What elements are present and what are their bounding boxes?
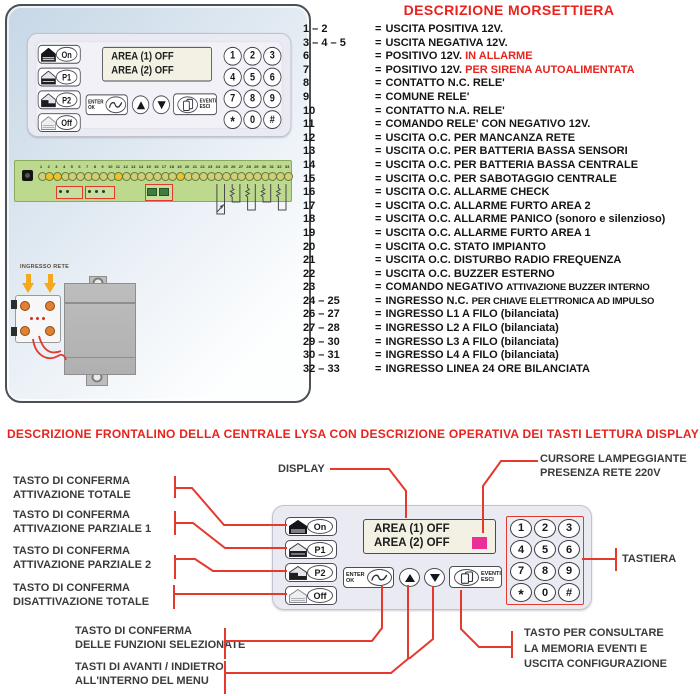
terminal-number: 14: [138, 164, 144, 169]
transformer: [64, 283, 136, 375]
key-6[interactable]: 6: [263, 68, 281, 87]
terminal-row: 6 = POSITIVO 12V. IN ALLARME: [303, 50, 533, 63]
enter-ok-button[interactable]: [86, 94, 128, 115]
eventi-label: EVENTI: [481, 571, 501, 577]
p1-button-label: P1: [56, 70, 77, 85]
terminal-row: 9 = COMUNE RELE': [303, 90, 470, 103]
p2-button-label: P2: [307, 565, 333, 580]
terminal-row: 24 – 25 = INGRESSO N.C. PER CHIAVE ELETTRONICA AD IMPULSO: [303, 294, 655, 307]
key-5[interactable]: 5: [243, 68, 261, 87]
numeric-keypad: [220, 44, 284, 132]
up-arrow-icon: [405, 574, 415, 582]
key-0[interactable]: 0: [534, 583, 556, 602]
terminal-number: 8: [93, 164, 96, 169]
terminal-number: 12: [123, 164, 128, 169]
terminal-row: 8 = CONTATTO N.C. RELE': [303, 77, 505, 90]
terminal-number: 29: [254, 164, 259, 169]
blinking-cursor: [472, 537, 487, 549]
pages-icon: [177, 96, 198, 113]
tamper-switch[interactable]: [22, 170, 33, 181]
page-title: DESCRIZIONE MORSETTIERA: [403, 2, 615, 18]
terminal-row: 22 = USCITA O.C. BUZZER ESTERNO: [303, 267, 555, 280]
terminal-number: 21: [192, 164, 198, 169]
callout-display: DISPLAY: [278, 463, 325, 475]
key-1[interactable]: 1: [224, 47, 242, 66]
callout-tastiera: TASTIERA: [622, 553, 677, 565]
control-unit-cabinet: [5, 4, 311, 403]
terminal-row: 27 – 28 = INGRESSO L2 A FILO (bilanciata): [303, 322, 559, 335]
lcd-display: [102, 47, 212, 82]
key-star[interactable]: *: [224, 110, 242, 129]
terminal-row: 17 = USCITA O.C. ALLARME FURTO AREA 2: [303, 199, 591, 212]
terminal-number: 13: [131, 164, 136, 169]
lcd-display: [363, 519, 496, 554]
terminal-row: 20 = USCITA O.C. STATO IMPIANTO: [303, 240, 546, 253]
jumper-block-3: [145, 184, 173, 201]
key-6[interactable]: 6: [558, 540, 580, 559]
terminal-number: 25: [223, 164, 228, 169]
key-hash[interactable]: #: [263, 110, 281, 129]
key-star[interactable]: *: [510, 583, 532, 602]
terminal-number: 15: [146, 164, 151, 169]
terminal-row: 30 – 31 = INGRESSO L4 A FILO (bilanciata): [303, 349, 559, 362]
off-button-label: Off: [56, 115, 77, 130]
terminal-number: 5: [70, 164, 73, 169]
down-arrow-icon: [430, 574, 440, 582]
callout-memoria-eventi: TASTO PER CONSULTARE LA MEMORIA EVENTI E USCITA CONFIGURAZIONE: [524, 627, 667, 670]
up-arrow-button[interactable]: [132, 95, 149, 114]
p2-button[interactable]: [285, 563, 337, 582]
terminal-number: 3: [55, 164, 58, 169]
terminal-row: 23 = COMANDO NEGATIVO ATTIVAZIONE BUZZER INTERNO: [303, 281, 650, 294]
terminal-row: 19 = USCITA O.C. ALLARME FURTO AREA 1: [303, 226, 591, 239]
terminal-row: 29 – 30 = INGRESSO L3 A FILO (bilanciata): [303, 335, 559, 348]
house-full-icon: [41, 47, 56, 61]
up-arrow-button[interactable]: [399, 568, 420, 587]
terminal-row: 21 = USCITA O.C. DISTURBO RADIO FREQUENZA: [303, 254, 622, 267]
eventi-esci-button[interactable]: [173, 93, 217, 115]
lcd-line1: AREA (1) OFF: [374, 523, 450, 535]
terminal-number: 9: [101, 164, 104, 169]
lcd-line2: AREA (2) OFF: [374, 537, 450, 549]
on-button[interactable]: [38, 45, 81, 64]
callout-attivazione-parziale-2: TASTO DI CONFERMA ATTIVAZIONE PARZIALE 2: [13, 545, 152, 571]
pages-icon: [454, 569, 479, 586]
eventi-esci-button[interactable]: [449, 566, 502, 588]
terminal-row: 1 – 2 = USCITA POSITIVA 12V.: [303, 23, 504, 35]
enter-ok-button[interactable]: [343, 567, 394, 588]
p1-button-label: P1: [307, 542, 333, 557]
enter-label: ENTER: [346, 571, 365, 578]
callout-disattivazione-totale: TASTO DI CONFERMA DISATTIVAZIONE TOTALE: [13, 582, 150, 608]
callout-attivazione-totale: TASTO DI CONFERMA ATTIVAZIONE TOTALE: [13, 475, 131, 501]
front-panel-console: [272, 505, 592, 610]
down-arrow-button[interactable]: [153, 95, 170, 114]
terminal-row: 16 = USCITA O.C. ALLARME CHECK: [303, 186, 550, 199]
key-icon: [367, 569, 392, 586]
terminal-screw: [284, 172, 293, 181]
terminal-row: 11 = COMANDO RELE' CON NEGATIVO 12V.: [303, 118, 591, 131]
off-button[interactable]: [285, 586, 337, 605]
terminal-row: 15 = USCITA O.C. PER SABOTAGGIO CENTRALE: [303, 172, 617, 185]
eventi-label: EVENTI: [199, 98, 217, 105]
down-arrow-icon: [157, 101, 165, 109]
house-partial2-icon: [41, 93, 56, 107]
terminal-row: 13 = USCITA O.C. PER BATTERIA BASSA SENSORI: [303, 145, 628, 158]
callout-cursore: CURSORE LAMPEGGIANTE PRESENZA RETE 220V: [540, 453, 687, 479]
mains-arrow-icon: [44, 283, 56, 293]
key-8[interactable]: 8: [534, 562, 556, 581]
lcd-line1: AREA (1) OFF: [111, 50, 174, 63]
key-hash[interactable]: #: [558, 583, 580, 602]
callout-funzioni-selezionate: TASTO DI CONFERMA DELLE FUNZIONI SELEZIONATE: [75, 625, 246, 651]
key-0[interactable]: 0: [243, 110, 261, 129]
house-partial1-icon: [289, 543, 307, 557]
front-panel-console: [27, 33, 291, 137]
jumper-block-1: [56, 186, 83, 199]
key-2[interactable]: 2: [534, 519, 556, 538]
terminal-row: 12 = USCITA O.C. PER MANCANZA RETE: [303, 131, 576, 144]
mains-arrow-icon: [48, 274, 53, 283]
p2-button[interactable]: [38, 90, 81, 109]
terminal-number: 17: [161, 164, 167, 169]
terminal-row: 7 = POSITIVO 12V. PER SIRENA AUTOALIMENTATA: [303, 63, 635, 76]
key-3[interactable]: 3: [558, 519, 580, 538]
terminal-number: 19: [177, 164, 182, 169]
on-button-label: On: [56, 47, 77, 62]
esci-label: ESCI: [199, 104, 211, 111]
ok-label: OK: [88, 104, 95, 111]
key-2[interactable]: 2: [243, 47, 261, 66]
on-button-label: On: [307, 519, 333, 534]
key-4[interactable]: 4: [224, 68, 242, 87]
on-button[interactable]: [285, 517, 337, 536]
terminal-number: 33: [284, 164, 290, 169]
up-arrow-icon: [136, 101, 144, 109]
terminal-row: 3 – 4 – 5 = USCITA NEGATIVA 12V.: [303, 36, 508, 49]
terminal-number: 27: [238, 164, 244, 169]
terminal-row: 32 – 33 = INGRESSO LINEA 24 ORE BILANCIATA: [303, 362, 590, 375]
house-empty-icon: [41, 116, 56, 130]
terminal-number: 1: [39, 164, 43, 169]
terminal-number: 26: [231, 164, 236, 169]
key-7[interactable]: 7: [510, 562, 532, 581]
jumper-block-2: [85, 186, 115, 199]
mains-input-label: INGRESSO RETE: [20, 264, 70, 270]
house-full-icon: [289, 520, 307, 534]
terminal-row: 14 = USCITA O.C. PER BATTERIA BASSA CENTRALE: [303, 158, 639, 171]
terminal-row: 10 = CONTATTO N.A. RELE': [303, 104, 505, 117]
key-4[interactable]: 4: [510, 540, 532, 559]
house-empty-icon: [289, 589, 307, 603]
off-button[interactable]: [38, 113, 81, 132]
terminal-number: 6: [78, 164, 81, 169]
terminal-number: 22: [200, 164, 205, 169]
lcd-line2: AREA (2) OFF: [111, 64, 174, 77]
terminal-number: 11: [115, 164, 120, 169]
key-9[interactable]: 9: [263, 89, 281, 108]
house-partial1-icon: [41, 70, 56, 84]
terminal-number: 4: [62, 164, 66, 169]
terminal-number: 10: [107, 164, 113, 169]
terminal-number: 2: [47, 164, 50, 169]
key-3[interactable]: 3: [263, 47, 281, 66]
terminal-number: 7: [86, 164, 89, 169]
ok-label: OK: [346, 577, 355, 584]
key-1[interactable]: 1: [510, 519, 532, 538]
terminal-number: 16: [154, 164, 159, 169]
key-icon: [105, 96, 126, 113]
terminal-number: 32: [277, 164, 282, 169]
house-partial2-icon: [289, 566, 307, 580]
key-9[interactable]: 9: [558, 562, 580, 581]
terminal-row: 26 – 27 = INGRESSO L1 A FILO (bilanciata): [303, 308, 559, 321]
numeric-keypad: [506, 516, 584, 605]
section-heading: DESCRIZIONE FRONTALINO DELLA CENTRALE LYSA CON DESCRIZIONE OPERATIVA DEI TASTI LETTURA DISPLAY: [7, 427, 699, 441]
mains-arrow-icon: [22, 283, 34, 293]
terminal-number: 20: [184, 164, 190, 169]
terminal-number: 30: [261, 164, 267, 169]
key-5[interactable]: 5: [534, 540, 556, 559]
callout-avanti-indietro: TASTI DI AVANTI / INDIETRO ALL'INTERNO DEL MENU: [75, 661, 224, 687]
terminal-number: 23: [207, 164, 213, 169]
mains-fuse-block: [15, 295, 61, 343]
terminal-number: 24: [215, 164, 221, 169]
p1-button[interactable]: [285, 540, 337, 559]
callout-attivazione-parziale-1: TASTO DI CONFERMA ATTIVAZIONE PARZIALE 1: [13, 509, 152, 535]
terminal-list: [303, 23, 665, 376]
terminal-strip: [14, 160, 292, 202]
key-7[interactable]: 7: [224, 89, 242, 108]
terminal-row: 18 = USCITA O.C. ALLARME PANICO (sonoro e silenzioso): [303, 213, 666, 226]
terminal-number: 31: [269, 164, 274, 169]
enter-label: ENTER: [88, 98, 104, 105]
key-8[interactable]: 8: [243, 89, 261, 108]
off-button-label: Off: [307, 588, 333, 603]
p1-button[interactable]: [38, 68, 81, 87]
p2-button-label: P2: [56, 92, 77, 107]
terminal-number: 18: [169, 164, 174, 169]
terminal-number: 28: [246, 164, 251, 169]
mains-arrow-icon: [26, 274, 31, 283]
esci-label: ESCI: [481, 577, 494, 583]
down-arrow-button[interactable]: [424, 568, 445, 587]
